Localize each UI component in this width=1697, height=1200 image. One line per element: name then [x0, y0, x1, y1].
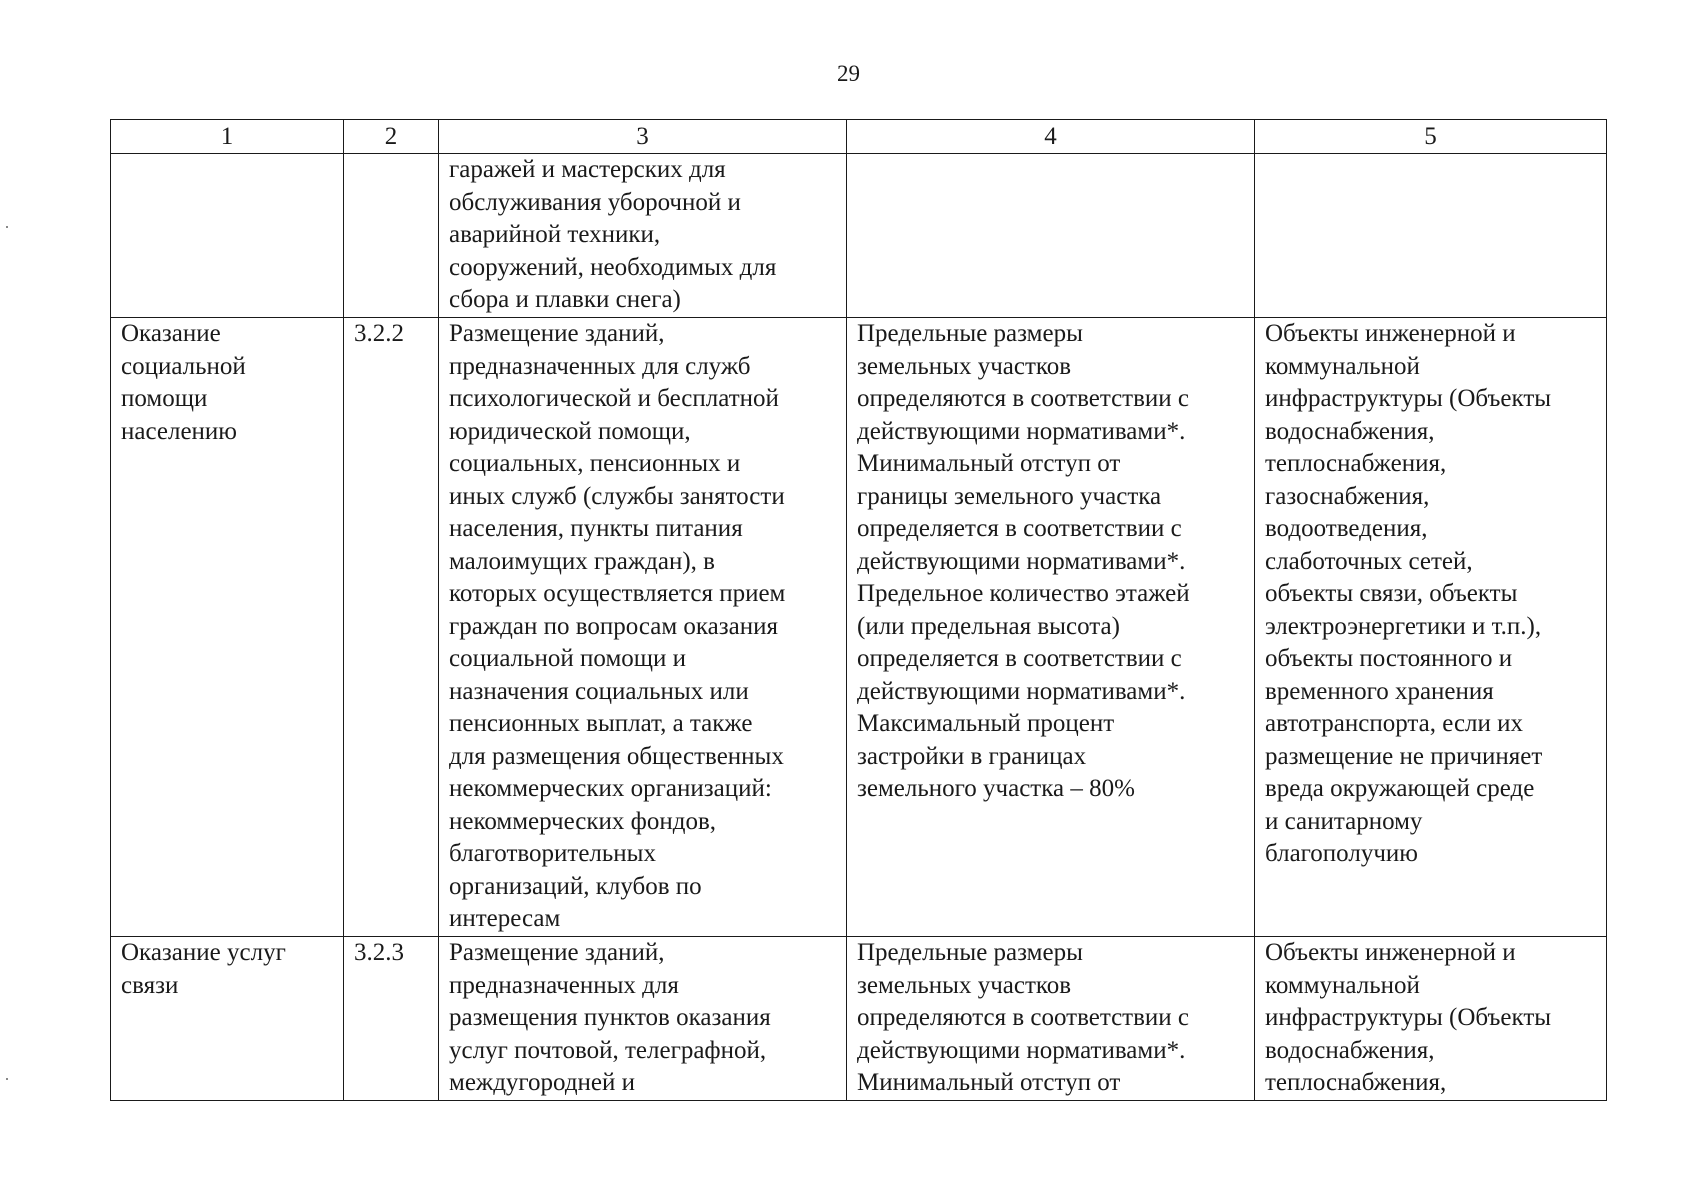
code-cell: 3.2.3: [344, 937, 439, 1101]
table-row-3-2-2: [111, 318, 1607, 937]
column-header-2: 2: [344, 120, 439, 154]
parameters-cell: Предельные размеры земельных участков определяются в соответствии с действующими нормативами*. Минимальный отступ от границы земельного участка определяется в соответствии с действующими нормативами*. Предельное количество этажей (или предельная высота) определяется в соответствии с действующими нормативами*. Максимальный процент застройки в границах земельного участка – 80%: [847, 318, 1255, 937]
table-row-continuation: [111, 154, 1607, 318]
auxiliary-uses-cell: Объекты инженерной и коммунальной инфраструктуры (Объекты водоснабжения, теплоснабжения,: [1255, 937, 1607, 1101]
land-use-table: [110, 119, 1607, 1101]
auxiliary-uses-cell: Объекты инженерной и коммунальной инфраструктуры (Объекты водоснабжения, теплоснабжения, газоснабжения, водоотведения, слаботочных сетей, объекты связи, объекты электроэнергетики и т.п.), объекты постоянного и временного хранения автотранспорта, если их размещение не причиняет вреда окружающей среде и санитарному благополучию: [1255, 318, 1607, 937]
scan-artifact-dot: [6, 1078, 8, 1080]
use-type-cell: Оказание услуг связи: [111, 937, 344, 1101]
auxiliary-uses-cell: [1255, 154, 1607, 318]
parameters-cell: [847, 154, 1255, 318]
column-header-4: 4: [847, 120, 1255, 154]
description-cell: Размещение зданий, предназначенных для размещения пунктов оказания услуг почтовой, телеграфной, междугородней и: [439, 937, 847, 1101]
column-header-3: 3: [439, 120, 847, 154]
page-number: 29: [837, 61, 860, 86]
scan-artifact-dot: [6, 226, 8, 228]
column-header-5: 5: [1255, 120, 1607, 154]
code-cell: 3.2.2: [344, 318, 439, 937]
description-cell: Размещение зданий, предназначенных для служб психологической и бесплатной юридической помощи, социальных, пенсионных и иных служб (службы занятости населения, пункты питания малоимущих граждан), в которых осуществляется прием граждан по вопросам оказания социальной помощи и назначения социальных или пенсионных выплат, а также для размещения общественных некоммерческих организаций: некоммерческих фондов, благотворительных организаций, клубов по интересам: [439, 318, 847, 937]
table-row-3-2-3: [111, 937, 1607, 1101]
use-type-cell: Оказание социальной помощи населению: [111, 318, 344, 937]
use-type-cell: [111, 154, 344, 318]
column-header-1: 1: [111, 120, 344, 154]
table-header-row: [111, 120, 1607, 154]
parameters-cell: Предельные размеры земельных участков определяются в соответствии с действующими нормативами*. Минимальный отступ от: [847, 937, 1255, 1101]
description-cell: гаражей и мастерских для обслуживания уборочной и аварийной техники, сооружений, необходимых для сбора и плавки снега): [439, 154, 847, 318]
code-cell: [344, 154, 439, 318]
